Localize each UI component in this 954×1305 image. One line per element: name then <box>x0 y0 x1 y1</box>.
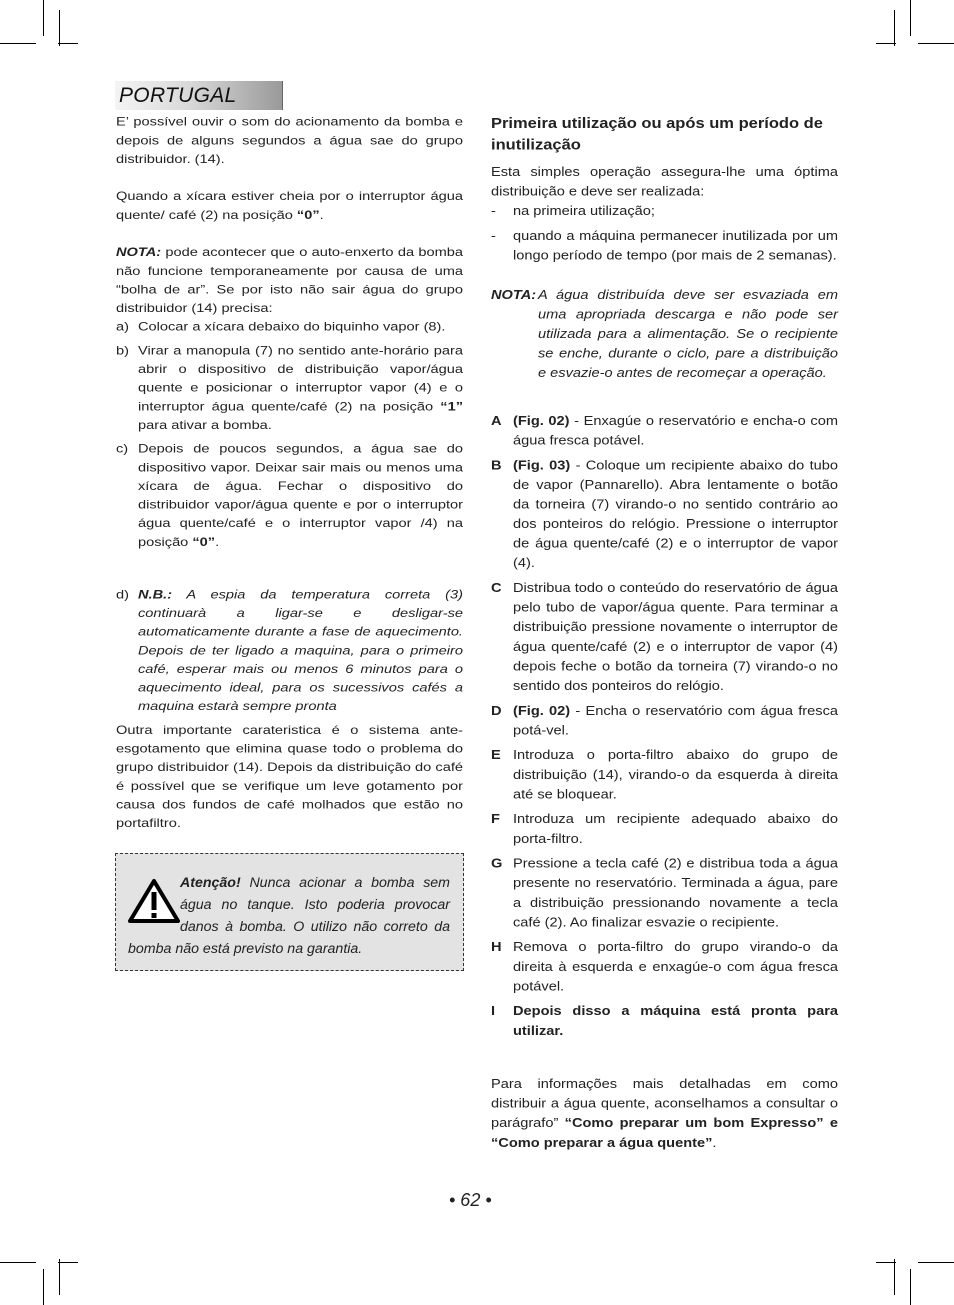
step-e: E Introduza o porta-filtro abaixo do grupo de distribuição (14), virando-o da esquerda à direita até se bloquear. <box>491 748 838 802</box>
section-title: PORTUGAL <box>119 84 237 107</box>
crop-mark <box>894 10 895 46</box>
crop-mark <box>910 1269 911 1305</box>
dash-item: - na primeira utilização; <box>491 204 655 219</box>
paragraph-intro: Esta simples operação assegura-lhe uma óptima distribuição e deve ser realizada: <box>491 165 838 200</box>
step-d: D (Fig. 02) - Encha o reservatório com água fresca potá-vel. <box>491 704 838 738</box>
list-item-b: b) Virar a manopula (7) no sentido ante-horário para abrir o dispositivo de distribuição vapor/água quente e posicionar o interruptor vapor (4) e o interruptor água quente/café (2) na posição “1” para ativar a bomba. <box>116 344 463 433</box>
section-tab <box>115 81 283 110</box>
list-item-a: a) Colocar a xícara debaixo do biquinho vapor (8). <box>116 320 446 335</box>
list-item-c: c) Depois de poucos segundos, a água sae do dispositivo vapor. Deixar sair mais ou menos uma xícara de água. Fechar o dispositivo do distribuidor vapor/água quente e por o interruptor água quente/café e o interruptor vapor /4) na posição “0”. <box>116 442 463 550</box>
step-h: H Remova o porta-filtro do grupo virando-o da direita à esquerda e enxagúe-o com água fresca potável. <box>491 940 838 994</box>
crop-mark <box>43 0 44 36</box>
crop-mark <box>58 1262 78 1263</box>
crop-mark <box>910 0 911 36</box>
nota-block: NOTA: A água distribuída deve ser esvaziada em uma apropriada descarga e não pode ser utilizada para a alimentação. Se o recipiente se enche, durante o ciclo, pare a distribuição e esvazie-o antes de recomeçar a operação. <box>491 288 838 381</box>
section-heading: Primeira utilização ou após um período de inutilização <box>491 115 823 153</box>
crop-mark <box>894 1259 895 1295</box>
paragraph-cup-full: Quando a xícara estiver cheia por o interruptor água quente/ café (2) na posição “0”. <box>116 190 463 223</box>
nota-label: NOTA: <box>116 245 162 260</box>
crop-mark <box>59 10 60 46</box>
step-c: C Distribua todo o conteúdo do reservatório de água pelo tubo de vapor/água quente. Para terminar a distribuição pressione novamente o interruptor de água quente/café (2) e o interruptor de vapor (4) depois feche o botão da torneira (7) virando-o no sentido dos ponteiros do relógio. <box>491 581 838 694</box>
paragraph-nota: NOTA: pode acontecer que o auto-enxerto da bomba não funcione temporaneamente por causa de uma “bolha de ar”. Se por isto não sair água do grupo distribuidor (14) precisa: <box>116 245 463 316</box>
crop-mark <box>876 43 896 44</box>
step-g: G Pressione a tecla café (2) e distribua toda a água presente no reservatório. Terminada a água, pare a distribuição pressionando novamente a tecla café (2). Ao finalizar esvazie o recipiente. <box>491 857 838 930</box>
right-column <box>491 113 838 1153</box>
crop-mark <box>918 1262 954 1263</box>
crop-mark <box>0 43 36 44</box>
warning-text: Atenção! Nunca acionar a bomba sem água no tanque. Isto poderia provocar danos à bomba. O utilizo não correto da bomba não está previsto na garantia. <box>128 875 450 957</box>
crop-mark <box>918 43 954 44</box>
crop-mark <box>43 1269 44 1305</box>
left-column <box>116 113 463 833</box>
step-a: A (Fig. 02) - Enxagúe o reservatório e encha-o com água fresca potável. <box>491 414 838 449</box>
paragraph-pump-sound: E’ possível ouvir o som do acionamento da bomba e depois de alguns segundos a água sae do grupo distribuidor. (14). <box>116 115 463 167</box>
paragraph-closing: Para informações mais detalhadas em como distribuir a água quente, aconselhamos a consultar o parágrafo” “Como preparar um bom Expresso” e “Como preparar a água quente”. <box>491 1077 838 1151</box>
step-i: I Depois disso a máquina está pronta para utilizar. <box>491 1004 838 1039</box>
warning-box <box>115 853 464 971</box>
list-item-d: d) N.B.: A espia da temperatura correta (3) continuarà a ligar-se e desligar-se automaticamente durante a fase de aquecimento. Depois de ter ligado a maquina, para o primeiro café, esperar mais ou menos 6 minutos para o aquecimento ideal, para os sucessivos cafés a maquina estarà sempre pronta <box>116 588 463 714</box>
step-f: F Introduza um recipiente adequado abaixo do porta-filtro. <box>491 812 838 847</box>
paragraph-anti-drip: Outra importante carateristica é o sistema ante-esgotamento que elimina quase todo o problema do grupo distribuidor (14). Depois da distribuição do café é possível que se verifique um leve gotamento por causa dos fundos de café molhados que estão no portafiltro. <box>116 723 463 831</box>
crop-mark <box>58 43 78 44</box>
crop-mark <box>59 1259 60 1295</box>
page-number: • 62 • <box>449 1190 492 1210</box>
dash-item: - quando a máquina permanecer inutilizada por um longo período de tempo (por mais de 2 semanas). <box>491 229 838 264</box>
crop-mark <box>0 1262 36 1263</box>
crop-mark <box>876 1262 896 1263</box>
step-b: B (Fig. 03) - Coloque um recipiente abaixo do tubo de vapor (Pannarello). Abra lentamente o botão da torneira (7) virando-o no sentido contrário ao dos ponteiros do relógio. Pressione o interruptor de água quente/café (2) e o interruptor de vapor (4). <box>491 458 838 571</box>
